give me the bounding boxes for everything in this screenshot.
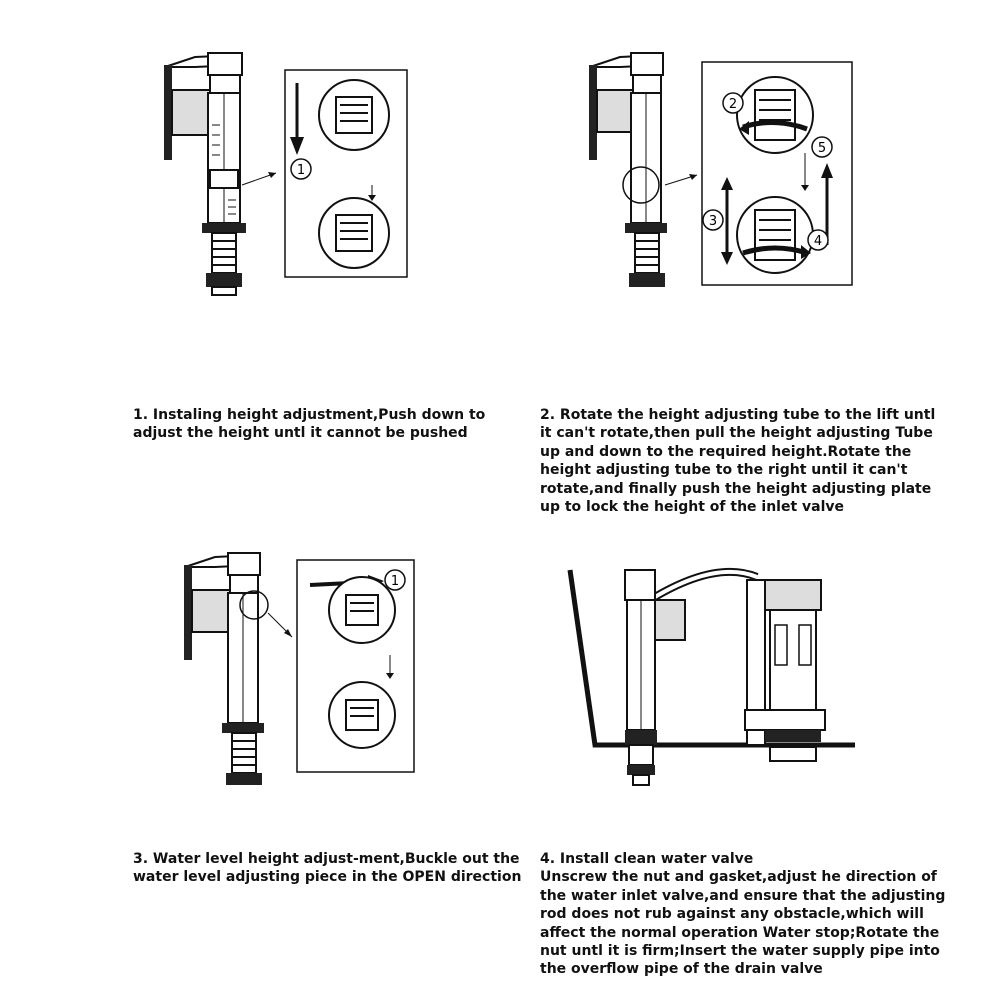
cistern-install-diagram <box>565 555 865 800</box>
caption-line: up and down to the required height.Rotate the <box>540 443 912 460</box>
caption-line: water level adjusting piece in the OPEN direction <box>133 869 522 886</box>
step-marker-label: 4 <box>813 234 823 249</box>
step-marker-label: 3 <box>708 214 718 229</box>
inlet-valve-diagram-3 <box>170 545 440 800</box>
inlet-valve-diagram-1 <box>150 45 420 305</box>
step-1-figure <box>150 45 420 305</box>
step-marker-label: 2 <box>728 97 738 112</box>
caption-line: rotate,and finally push the height adjusting plate <box>540 480 932 497</box>
step-3-caption <box>133 850 521 887</box>
caption-line: 3. Water level height adjust-ment,Buckle out the <box>133 851 520 867</box>
step-marker-label: 1 <box>390 574 400 589</box>
caption-line: affect the normal operation Water stop;Rotate the <box>540 924 940 941</box>
inlet-valve-diagram-2 <box>575 45 865 305</box>
step-4-caption <box>540 850 945 979</box>
caption-line: the water inlet valve,and ensure that the adjusting <box>540 887 946 904</box>
step-2-figure <box>575 45 865 305</box>
caption-line: it can't rotate,then pull the height adjusting Tube <box>540 425 933 442</box>
caption-line: Unscrew the nut and gasket,adjust he direction of <box>540 869 937 886</box>
caption-line: height adjusting tube to the right until it can't <box>540 462 908 479</box>
step-marker-label: 5 <box>817 141 827 156</box>
caption-line: adjust the height untl it cannot be pushed <box>133 425 468 442</box>
step-marker-label: 1 <box>296 163 306 178</box>
caption-line: 1. Instaling height adjustment,Push down to <box>133 407 486 423</box>
step-4-figure <box>565 555 865 800</box>
caption-line: 2. Rotate the height adjusting tube to the lift untl <box>540 407 936 423</box>
caption-line: nut untl it is firm;Insert the water supply pipe into <box>540 943 940 960</box>
caption-line: up to lock the height of the inlet valve <box>540 499 845 516</box>
caption-line: 4. Install clean water valve <box>540 851 754 867</box>
step-2-caption <box>540 406 935 516</box>
step-3-figure <box>170 545 440 800</box>
step-1-caption <box>133 406 485 443</box>
caption-line: the overflow pipe of the drain valve <box>540 961 823 978</box>
caption-line: rod does not rub against any obstacle,which will <box>540 906 924 923</box>
